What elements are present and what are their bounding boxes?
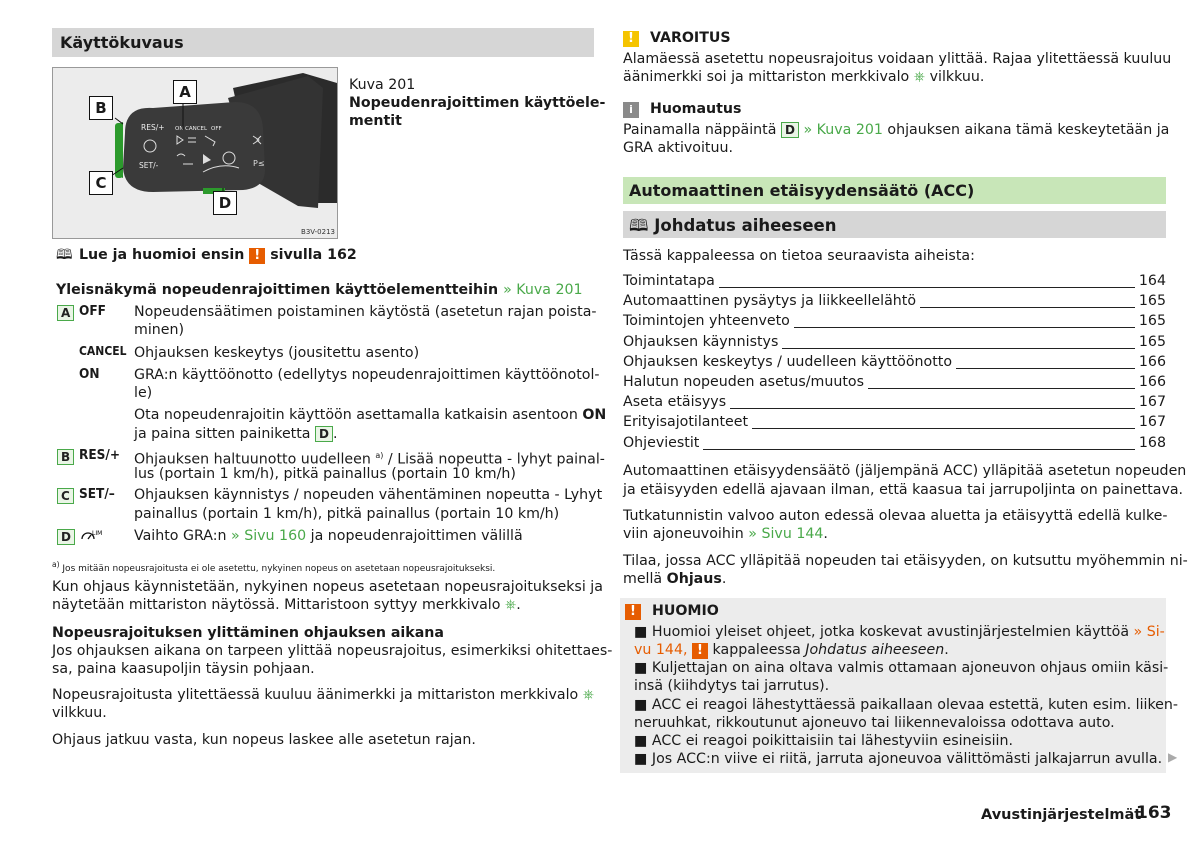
set-res-lever [115,123,123,178]
stalk-label-off: OFF [211,126,222,132]
key-d: D [57,529,75,545]
toc-entry-page: 167 [1135,414,1166,430]
toc-leader [623,449,1166,450]
caution-b1-l2 [634,641,949,659]
left-p1-text: näytetään mittariston näytössä. Mittaristoon syttyy merkkivalo [52,597,501,613]
warning-icon: ! [623,31,639,47]
stalk-label-res: RES/+ [141,123,165,132]
read-first-line [56,246,357,264]
link-sivu-160[interactable]: » Sivu 160 [231,528,307,544]
res-desc-text: Ohjauksen haltuunotto uudelleen [134,451,371,468]
toc-entry[interactable] [623,354,1166,374]
key-c: C [57,488,74,504]
caution-b1-text-2: kappaleessa [712,642,801,658]
toc-entry-page: 165 [1135,293,1166,309]
toc-entry-title: Ohjauksen käynnistys [623,334,782,350]
caution-b3-l1: ■ ACC ei reagoi lähestyttäessä paikallaan olevaa estettä, kuten esim. liiken- [634,697,1179,713]
on-desc-1: GRA:n käyttöönotto (edellytys nopeudenrajoittimen käyttöönotol- [134,367,600,383]
toc-entry-title: Ohjauksen keskeytys / uudelleen käyttöönotto [623,354,956,370]
continue-arrow-icon: ▶ [1168,750,1178,764]
note-title-line [623,100,741,118]
stalk-label-cancel: CANCEL [185,126,208,132]
right-p2-end: . [823,526,828,542]
read-first-text: Lue ja huomioi ensin [78,247,245,263]
key-b: B [57,449,74,465]
speed-warning-lamp-icon: ⎈ [504,597,517,613]
speed-warning-lamp-icon: ⎈ [582,687,595,703]
right-p1-l2: ja etäisyyden edellä ajavaan ilman, että kaasua tai jarrupoljinta on painettava. [623,482,1184,498]
right-p2-l2 [623,525,828,543]
toc-entry-page: 168 [1135,435,1166,451]
toc-entry-title: Aseta etäisyys [623,394,730,410]
footer-chapter: Avustinjärjestelmät [981,807,1142,823]
callout-d: D [213,191,237,215]
speed-limiter-icon [79,527,101,543]
right-p3-end: . [721,571,727,587]
left-p4: Ohjaus jatkuu vasta, kun nopeus laskee alle asetetun rajan. [52,732,476,748]
overview-title-text: Yleisnäkymä nopeudenrajoittimen käyttöelementteihin [56,282,499,298]
callout-c: C [89,171,113,195]
warning-title-line [623,29,731,47]
right-p2-l1: Tutkatunnistin valvoo auton edessä olevaa aluetta ja etäisyyttä edellä kulke- [623,508,1168,524]
svg-text:P≤: P≤ [253,159,265,168]
link-kuva-201[interactable]: » Kuva 201 [803,122,883,138]
left-p3-l1 [52,686,594,704]
footnote-text: Jos mitään nopeusrajoitusta ei ole asetettu, nykyinen nopeus on asetetaan nopeusrajoitukseksi. [62,564,496,574]
off-desc-2: minen) [134,322,185,338]
caution-title: HUOMIO [651,603,719,619]
figure-caption-number: Kuva 201 [349,77,416,93]
on-desc2-on: ON [582,407,607,423]
on-desc2-text: Ota nopeudenrajoitin käyttöön asettamalla katkaisin asentoon [134,407,578,423]
caution-b1-l1 [634,623,1165,641]
toc-entry[interactable] [623,414,1166,434]
on-desc-2: le) [134,385,153,401]
read-first-page: sivulla 162 [270,247,357,263]
acc-title: Automaattinen etäisyydensäätö (ACC) [629,181,975,200]
intro-title: Johdatus aiheeseen [654,216,837,235]
toc-entry-title: Erityisajotilanteet [623,414,752,430]
book-icon: 🕮 [56,247,73,263]
overview-link[interactable]: » Kuva 201 [503,282,583,298]
right-p3-bold: Ohjaus [666,571,722,587]
label-on: ON [79,366,100,382]
caution-b5: ■ Jos ACC:n viive ei riitä, jarruta ajoneuvoa välittömästi jalkajarrun avulla. [634,751,1163,767]
toc-entry[interactable] [623,435,1166,455]
footnote-ref[interactable]: a) [375,451,384,460]
set-desc-2: painallus (portain 1 km/h), pitkä painallus (portain 10 km/h) [134,506,560,522]
caution-b2-l1: ■ Kuljettajan on aina oltava valmis ottamaan ajoneuvon ohjaus omiin käsi- [634,660,1169,676]
toc-entry-title: Toimintojen yhteenveto [623,313,794,329]
right-p1-l1: Automaattinen etäisyydensäätö (jäljempänä ACC) ylläpitää asetetun nopeuden [623,463,1187,479]
svg-text:LIM: LIM [92,530,103,537]
toc-entry-page: 165 [1135,334,1166,350]
off-desc-1: Nopeudensäätimen poistaminen käytöstä (asetetun rajan poista- [134,304,597,320]
toc-entry[interactable] [623,273,1166,293]
label-off: OFF [79,303,106,319]
figure-caption-title-2: mentit [349,113,402,129]
left-p2-l2: sa, paina kaasupoljin täysin pohjaan. [52,661,315,677]
key-a: A [57,305,74,321]
caution-title-line [625,602,719,620]
caution-b2-l2: insä (kiihdytys tai jarrutus). [634,678,830,694]
caution-icon: ! [692,643,708,659]
caution-b4: ■ ACC ei reagoi poikittaisiin tai lähestyviin esineisiin. [634,733,1013,749]
warning-l2 [623,68,984,86]
caution-b1-text: ■ Huomioi yleiset ohjeet, jotka koskevat avustinjärjestelmien käyttöä [634,624,1130,640]
on-desc2-text-2: ja paina sitten painiketta [134,426,311,442]
left-p2-l1: Jos ohjauksen aikana on tarpeen ylittää nopeusrajoitus, esimerkiksi ohitettaes- [52,643,613,659]
toc-entry[interactable] [623,334,1166,354]
toc-entry-title: Automaattinen pysäytys ja liikkeellelähtö [623,293,920,309]
link-sivu-144[interactable]: » Sivu 144 [748,526,824,542]
book-icon: 🕮 [629,216,649,235]
d-desc-text-2: ja nopeudenrajoittimen välillä [310,528,523,544]
left-p1-l1: Kun ohjaus käynnistetään, nykyinen nopeus asetetaan nopeusrajoitukseksi ja [52,579,603,595]
right-p3-l2 [623,570,726,588]
res-desc-text-2: / Lisää nopeutta - lyhyt painal- [387,451,605,468]
toc-entry-title: Ohjeviestit [623,435,703,451]
note-text-2: ohjauksen aikana tämä keskeytetään ja [887,122,1170,138]
figure-code: B3V-0213 [301,228,335,236]
acc-section-header [623,177,1166,204]
left-p2-title: Nopeusrajoituksen ylittäminen ohjauksen aikana [52,625,444,641]
caution-icon: ! [625,604,641,620]
toc-entry[interactable] [623,313,1166,333]
toc-entry[interactable] [623,374,1166,394]
callout-b: B [89,96,113,120]
stalk-label-on: ON [175,126,184,132]
cancel-desc: Ohjauksen keskeytys (jousitettu asento) [134,345,420,361]
figure-201 [52,67,338,239]
callout-a: A [173,80,197,104]
footnote [52,556,495,578]
intro-header-line [629,214,836,242]
toc-entry-page: 166 [1135,374,1166,390]
d-desc-text: Vaihto GRA:n [134,528,227,544]
info-icon: i [623,102,639,118]
toc-entry-title: Toimintatapa [623,273,719,289]
link-sivu-144-a[interactable]: » Si- [1133,624,1165,640]
toc-intro: Tässä kappaleessa on tietoa seuraavista aiheista: [623,248,975,264]
set-desc-1: Ohjauksen käynnistys / nopeuden vähentäminen nopeutta - Lyhyt [134,487,603,503]
on-desc2-2: ja paina sitten painiketta D . [134,426,338,442]
toc-entry-title: Halutun nopeuden asetus/muutos [623,374,868,390]
key-d-note: D [781,122,799,138]
footnote-mark: a) [52,560,60,569]
stalk-label-set: SET/- [139,161,159,170]
toc-entry-page: 167 [1135,394,1166,410]
warning-l1: Alamäessä asetettu nopeusrajoitus voidaan ylittää. Rajaa ylitettäessä kuuluu [623,51,1172,67]
right-p3-l1: Tilaa, jossa ACC ylläpitää nopeuden tai etäisyyden, on kutsuttu myöhemmin ni- [623,553,1188,569]
intro-header [623,211,1166,238]
d-desc [134,527,523,545]
caution-b1-italic: Johdatus aiheeseen [805,642,945,658]
warning-l2-text: äänimerkki soi ja mittariston merkkivalo [623,69,910,85]
res-desc-2: lus (portain 1 km/h), pitkä painallus (portain 10 km/h) [134,466,516,482]
label-res: RES/+ [79,447,121,463]
note-l1 [623,121,1169,139]
on-desc2-1 [134,406,606,424]
toc-entry-page: 164 [1135,273,1166,289]
link-sivu-144-b[interactable]: vu 144, [634,642,688,658]
toc-entry[interactable] [623,293,1166,313]
note-title: Huomautus [649,101,742,117]
left-p3-text: Nopeusrajoitusta ylitettäessä kuuluu äänimerkki ja mittariston merkkivalo [52,687,579,703]
speed-warning-lamp-icon: ⎈ [913,69,926,85]
right-p3-text: mellä [623,571,663,587]
caution-icon: ! [249,248,265,264]
overview-title [56,281,583,299]
section-title: Käyttökuvaus [60,33,184,52]
toc-entry-page: 166 [1135,354,1166,370]
caution-b1-end: . [944,642,949,658]
note-l2: GRA aktivoituu. [623,140,733,156]
figure-caption-title-1: Nopeudenrajoittimen käyttöele- [349,95,606,111]
label-cancel: CANCEL [79,344,127,358]
note-text: Painamalla näppäintä [623,122,777,138]
footer-page-number: 163 [1136,803,1172,823]
left-p1-l2: näytetään mittariston näytössä. Mittaristoon syttyy merkkivalo ⎈. [52,597,521,613]
warning-title: VAROITUS [649,30,731,46]
section-header-kayttokuvaus [52,28,594,57]
right-p2-text: viin ajoneuvoihin [623,526,744,542]
caution-b3-l2: neruuhkat, rikkoutunut ajoneuvo tai liikennevaloissa odottava auto. [634,715,1115,731]
toc-entry[interactable] [623,394,1166,414]
key-d-inline: D [315,426,333,442]
warning-l2-end: vilkkuu. [929,69,985,85]
left-p3-l2: vilkkuu. [52,705,107,721]
toc-entry-page: 165 [1135,313,1166,329]
label-set: SET/– [79,486,115,502]
